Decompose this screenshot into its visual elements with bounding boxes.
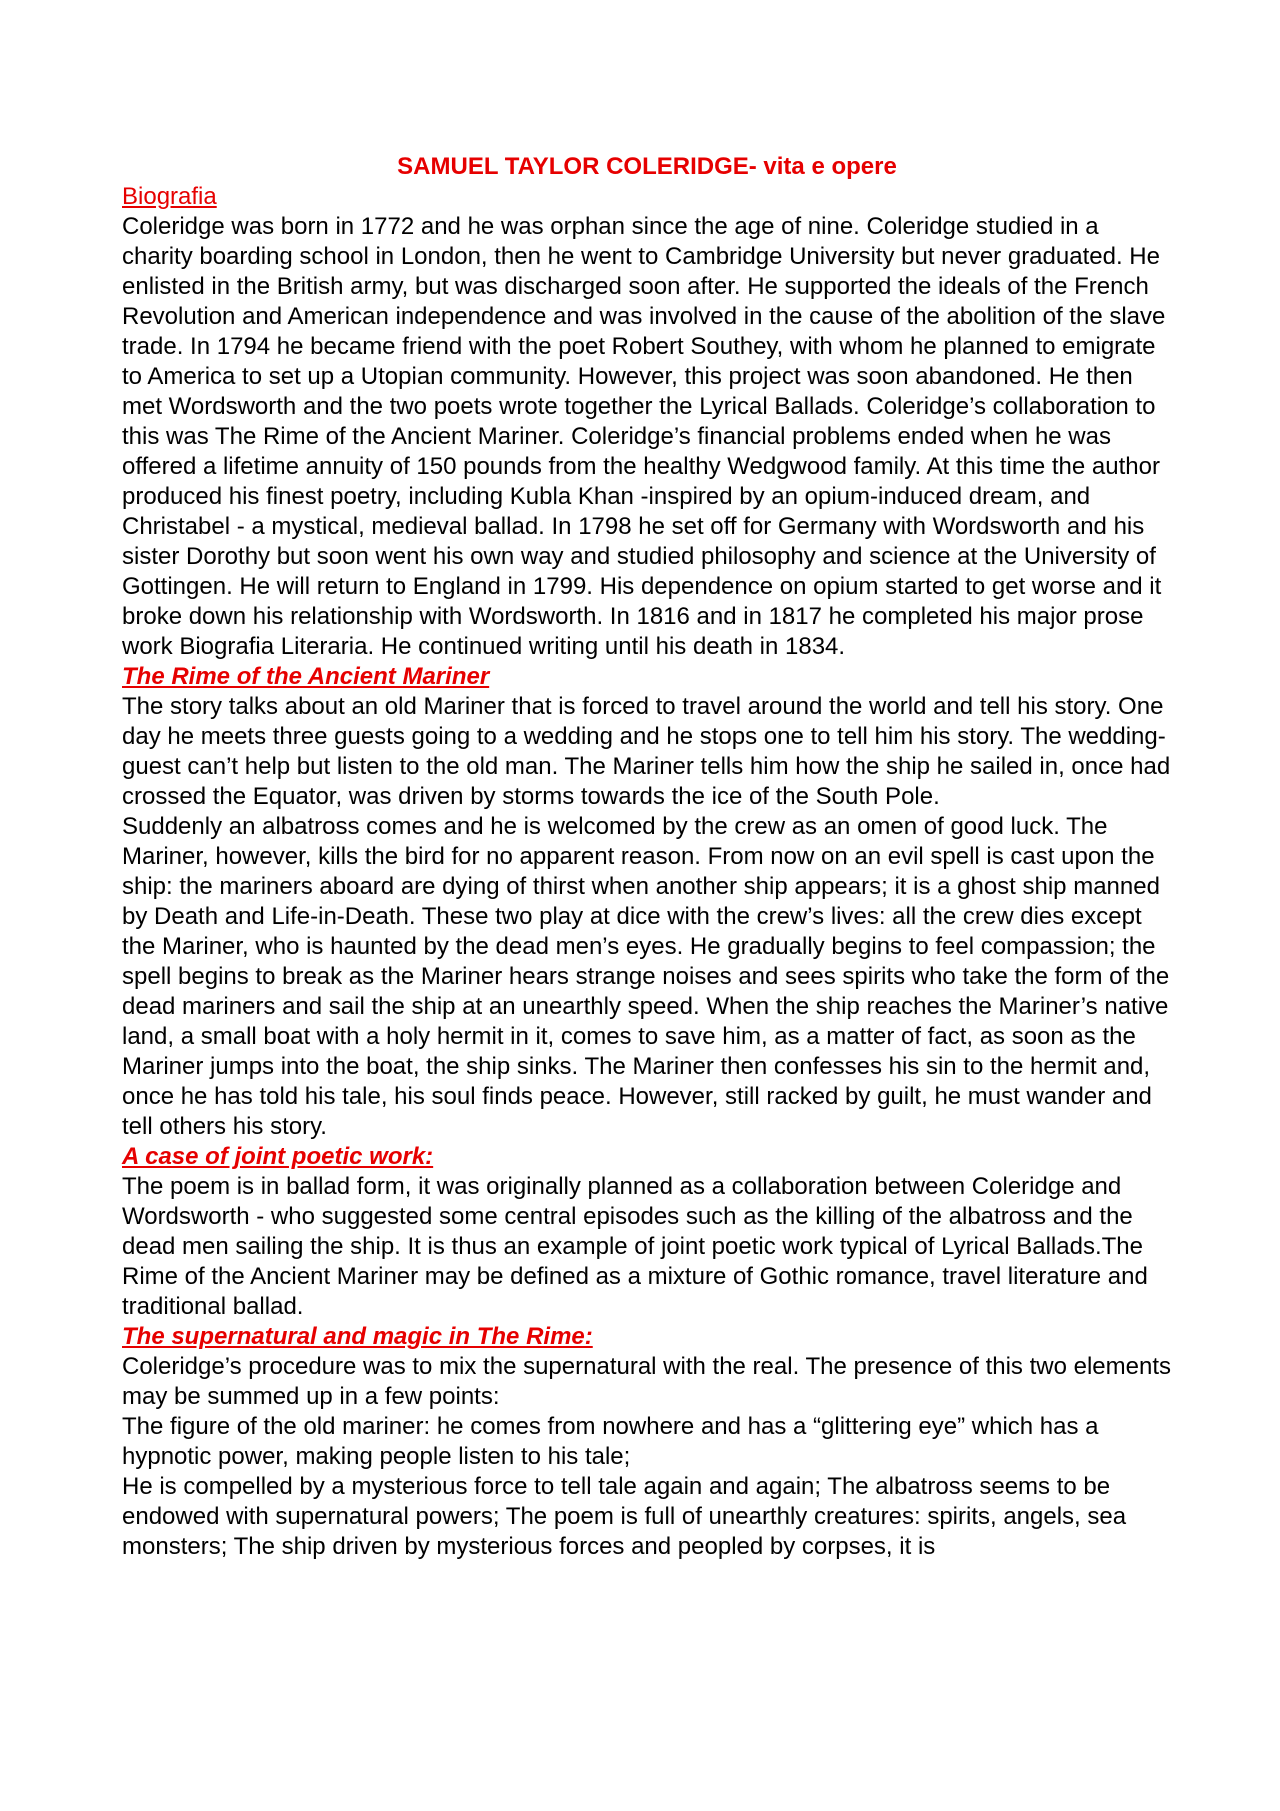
supernatural-paragraph-1: Coleridge’s procedure was to mix the supernatural with the real. The presence of this two elements may be summed up in a few points: bbox=[122, 1353, 1171, 1410]
document-page bbox=[122, 152, 1172, 1562]
supernatural-paragraph-3: He is compelled by a mysterious force to tell tale again and again; The albatross seems to be endowed with supernatural powers; The poem is full of unearthly creatures: spirits, angels, sea monsters; The ship driven by mysterious forces and peopled by corpses, it is bbox=[122, 1473, 1127, 1560]
rime-paragraph-1: The story talks about an old Mariner that is forced to travel around the world and tell his story. One day he meets three guests going to a wedding and he stops one to tell him his story. The wedding-guest can’t help but listen to the old man. The Mariner tells him how the ship he sailed in, once had crossed the Equator, was driven by storms towards the ice of the South Pole. bbox=[122, 693, 1171, 810]
rime-heading: The Rime of the Ancient Mariner bbox=[122, 663, 490, 690]
biografia-paragraph: Coleridge was born in 1772 and he was orphan since the age of nine. Coleridge studied in a charity boarding school in London, then he went to Cambridge University but never graduated. He enlisted in the British army, but was discharged soon after. He supported the ideals of the French Revolution and American independence and was involved in the cause of the abolition of the slave trade. In 1794 he became friend with the poet Robert Southey, with whom he planned to emigrate to America to set up a Utopian community. However, this project was soon abandoned. He then met Wordsworth and the two poets wrote together the Lyrical Ballads. Coleridge’s collaboration to this was The Rime of the Ancient Mariner. Coleridge’s financial problems ended when he was offered a lifetime annuity of 150 pounds from the healthy Wedgwood family. At this time the author produced his finest poetry, including Kubla Khan -inspired by an opium-induced dream, and Christabel - a mystical, medieval ballad. In 1798 he set off for Germany with Wordsworth and his sister Dorothy but soon went his own way and studied philosophy and science at the University of Gottingen. He will return to England in 1799. His dependence on opium started to get worse and it broke down his relationship with Wordsworth. In 1816 and in 1817 he completed his major prose work Biografia Literaria. He continued writing until his death in 1834. bbox=[122, 213, 1166, 660]
page-title: SAMUEL TAYLOR COLERIDGE- vita e opere bbox=[397, 153, 897, 180]
biografia-heading[interactable]: Biografia bbox=[122, 183, 217, 210]
joint-work-heading: A case of joint poetic work: bbox=[122, 1143, 434, 1170]
rime-paragraph-2: Suddenly an albatross comes and he is welcomed by the crew as an omen of good luck. The Mariner, however, kills the bird for no apparent reason. From now on an evil spell is cast upon the ship: the mariners aboard are dying of thirst when another ship appears; it is a ghost ship manned by Death and Life-in-Death. These two play at dice with the crew’s lives: all the crew dies except the Mariner, who is haunted by the dead men’s eyes. He gradually begins to feel compassion; the spell begins to break as the Mariner hears strange noises and sees spirits who take the form of the dead mariners and sail the ship at an unearthly speed. When the ship reaches the Mariner’s native land, a small boat with a holy hermit in it, comes to save him, as a matter of fact, as soon as the Mariner jumps into the boat, the ship sinks. The Mariner then confesses his sin to the hermit and, once he has told his tale, his soul finds peace. However, still racked by guilt, he must wander and tell others his story. bbox=[122, 813, 1170, 1140]
supernatural-heading: The supernatural and magic in The Rime: bbox=[122, 1323, 593, 1350]
supernatural-paragraph-2: The figure of the old mariner: he comes from nowhere and has a “glittering eye” which has a hypnotic power, making people listen to his tale; bbox=[122, 1413, 1099, 1470]
joint-work-paragraph: The poem is in ballad form, it was originally planned as a collaboration between Coleridge and Wordsworth - who suggested some central episodes such as the killing of the albatross and the dead men sailing the ship. It is thus an example of joint poetic work typical of Lyrical Ballads.The Rime of the Ancient Mariner may be defined as a mixture of Gothic romance, travel literature and traditional ballad. bbox=[122, 1173, 1148, 1320]
